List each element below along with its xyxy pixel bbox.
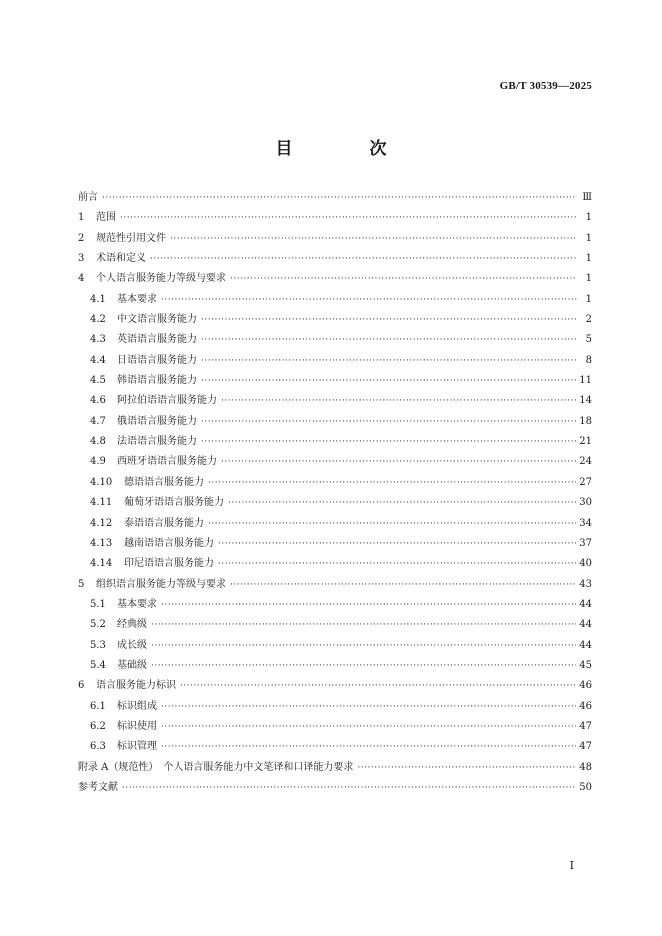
toc-entry[interactable] [78, 310, 592, 330]
toc-entry-number: 1 [78, 212, 85, 224]
toc-entry-title: 俄语语言服务能力 [117, 415, 197, 427]
toc-entry[interactable] [78, 269, 592, 289]
toc-entry-title: 日语语言服务能力 [117, 354, 197, 366]
toc-entry-page: Ⅲ [582, 192, 592, 203]
toc-entry-title: 附录 A（规范性） 个人语言服务能力中文笔译和口译能力要求 [78, 761, 354, 773]
toc-entry-title: 个人语言服务能力等级与要求 [96, 273, 226, 285]
toc-dot-leader [151, 615, 576, 635]
toc-entry-page: 43 [579, 578, 592, 590]
toc-entry-number: 4.4 [90, 354, 106, 366]
toc-dot-leader [230, 575, 576, 595]
toc-entry-number: 6 [78, 680, 85, 692]
toc-entry-title: 基本要求 [117, 598, 157, 610]
toc-entry-page: 8 [585, 354, 592, 366]
toc-entry[interactable] [78, 452, 592, 472]
toc-dot-leader [218, 554, 576, 574]
toc-entry-page: 24 [579, 456, 592, 468]
toc-dot-leader [201, 432, 576, 452]
toc-entry-page: 14 [579, 395, 592, 407]
toc-dot-leader [201, 351, 577, 371]
toc-entry-title: 标识管理 [117, 741, 157, 753]
toc-entry-page: 45 [579, 659, 592, 671]
toc-dot-leader [151, 636, 576, 656]
toc-entry[interactable] [78, 575, 592, 595]
toc-entry-page: 1 [585, 273, 592, 285]
toc-entry-title: 阿拉伯语语言服务能力 [117, 395, 217, 407]
toc-entry-number: 6.1 [90, 700, 106, 712]
toc-entry-number: 6.2 [90, 720, 106, 732]
toc-entry[interactable] [78, 615, 592, 635]
toc-entry-number: 4.9 [90, 456, 106, 468]
toc-entry-page: 46 [579, 700, 592, 712]
toc-entry-title: 标识使用 [117, 720, 157, 732]
toc-entry-title: 前言 [78, 192, 98, 203]
toc-entry[interactable] [78, 737, 592, 757]
toc-dot-leader [221, 391, 576, 411]
toc-entry-title: 参考文献 [78, 781, 118, 793]
toc-dot-leader [150, 249, 577, 269]
toc-entry[interactable] [78, 412, 592, 432]
toc-entry[interactable] [78, 778, 592, 798]
toc-entry[interactable] [78, 229, 592, 249]
toc-entry-title: 组织语言服务能力等级与要求 [96, 578, 226, 590]
toc-entry-page: 18 [579, 415, 592, 427]
toc-entry[interactable] [78, 330, 592, 350]
toc-entry-number: 4.5 [90, 375, 106, 387]
toc-entry-title: 法语语言服务能力 [117, 436, 197, 448]
toc-entry-title: 葡萄牙语语言服务能力 [124, 497, 224, 509]
toc-entry[interactable] [78, 656, 592, 676]
page-number: Ⅰ [569, 860, 574, 872]
toc-entry[interactable] [78, 554, 592, 574]
toc-entry-number: 4.8 [90, 436, 106, 448]
toc-entry-page: 47 [579, 720, 592, 732]
toc-dot-leader [221, 452, 576, 472]
toc-dot-leader [161, 697, 576, 717]
toc-entry[interactable] [78, 595, 592, 615]
toc-dot-leader [120, 208, 577, 228]
page-title: 目 次 [275, 139, 417, 159]
toc-entry[interactable] [78, 493, 592, 513]
toc-entry[interactable] [78, 188, 592, 208]
toc-entry-page: 5 [585, 334, 592, 346]
toc-dot-leader [228, 493, 576, 513]
toc-entry-number: 5 [78, 578, 85, 590]
toc-entry-page: 1 [585, 232, 592, 244]
toc-entry-title: 范围 [96, 212, 116, 224]
toc-dot-leader [201, 330, 577, 350]
toc-entry-title: 语言服务能力标识 [96, 680, 176, 692]
toc-entry-number: 4.12 [90, 517, 113, 529]
toc-entry-number: 4.13 [90, 537, 113, 549]
toc-entry-number: 4.7 [90, 415, 106, 427]
toc-entry-number: 5.4 [90, 659, 106, 671]
toc-entry-title: 印尼语语言服务能力 [124, 558, 214, 570]
toc-entry[interactable] [78, 351, 592, 371]
toc-entry-page: 2 [585, 314, 592, 326]
toc-entry-page: 1 [585, 253, 592, 265]
toc-entry-page: 1 [585, 293, 592, 305]
toc-entry-page: 44 [579, 639, 592, 651]
toc-entry-number: 4 [78, 273, 85, 285]
toc-entry[interactable] [78, 514, 592, 534]
toc-dot-leader [102, 188, 577, 208]
toc-entry-title: 泰语语言服务能力 [124, 517, 204, 529]
toc-dot-leader [208, 473, 576, 493]
toc-entry-page: 40 [579, 558, 592, 570]
toc-dot-leader [161, 717, 576, 737]
toc-entry[interactable] [78, 697, 592, 717]
toc-entry[interactable] [78, 676, 592, 696]
toc-entry[interactable] [78, 249, 592, 269]
toc-dot-leader [208, 514, 576, 534]
toc-entry[interactable] [78, 290, 592, 310]
toc-dot-leader [151, 656, 576, 676]
toc-entry-title: 英语语言服务能力 [117, 334, 197, 346]
toc-entry-title: 韩语语言服务能力 [117, 375, 197, 387]
toc-entry-page: 11 [579, 375, 592, 387]
toc-entry-title: 西班牙语语言服务能力 [117, 456, 217, 468]
toc-entry-number: 4.6 [90, 395, 106, 407]
toc-dot-leader [161, 290, 577, 310]
toc-entry[interactable] [78, 534, 592, 554]
toc-entry-page: 1 [585, 212, 592, 224]
toc-dot-leader [161, 595, 576, 615]
toc-entry-title: 基础级 [117, 659, 147, 671]
toc-entry-number: 4.10 [90, 476, 113, 488]
toc-entry-title: 经典级 [117, 619, 147, 631]
toc-entry-title: 基本要求 [117, 293, 157, 305]
toc-entry-number: 4.1 [90, 293, 106, 305]
toc-entry-number: 5.2 [90, 619, 106, 631]
toc-dot-leader [180, 676, 576, 696]
toc-entry-page: 44 [579, 619, 592, 631]
toc-dot-leader [170, 229, 577, 249]
toc-dot-leader [357, 758, 576, 778]
toc-entry-page: 48 [579, 761, 592, 773]
toc-entry-page: 27 [579, 476, 592, 488]
toc-entry-page: 30 [579, 497, 592, 509]
toc-dot-leader [218, 534, 576, 554]
table-of-contents [78, 188, 592, 798]
toc-entry-title: 德语语言服务能力 [124, 476, 204, 488]
toc-entry[interactable] [78, 636, 592, 656]
toc-dot-leader [230, 269, 577, 289]
toc-dot-leader [201, 371, 576, 391]
toc-entry[interactable] [78, 391, 592, 411]
toc-entry[interactable] [78, 717, 592, 737]
toc-dot-leader [122, 778, 576, 798]
toc-entry[interactable] [78, 432, 592, 452]
toc-entry-number: 4.2 [90, 314, 106, 326]
standard-code: GB/T 30539—2025 [499, 80, 592, 92]
toc-entry[interactable] [78, 758, 592, 778]
toc-entry-page: 37 [579, 537, 592, 549]
toc-entry-title: 标识组成 [117, 700, 157, 712]
toc-entry-title: 中文语言服务能力 [117, 314, 197, 326]
toc-entry-title: 规范性引用文件 [96, 232, 166, 244]
toc-entry-page: 46 [579, 680, 592, 692]
toc-entry-title: 术语和定义 [96, 253, 146, 265]
toc-entry-title: 越南语语言服务能力 [124, 537, 214, 549]
toc-entry[interactable] [78, 473, 592, 493]
toc-dot-leader [201, 412, 576, 432]
toc-entry[interactable] [78, 371, 592, 391]
toc-entry-page: 21 [579, 436, 592, 448]
toc-entry-number: 4.3 [90, 334, 106, 346]
toc-entry-page: 50 [579, 781, 592, 793]
toc-entry-number: 4.14 [90, 558, 113, 570]
toc-entry-number: 5.3 [90, 639, 106, 651]
toc-entry[interactable] [78, 208, 592, 228]
toc-entry-number: 2 [78, 232, 85, 244]
toc-entry-page: 44 [579, 598, 592, 610]
toc-entry-page: 47 [579, 741, 592, 753]
toc-entry-number: 5.1 [90, 598, 106, 610]
toc-entry-title: 成长级 [117, 639, 147, 651]
toc-entry-number: 4.11 [90, 497, 113, 509]
toc-dot-leader [161, 737, 576, 757]
toc-entry-number: 3 [78, 253, 85, 265]
toc-dot-leader [201, 310, 577, 330]
toc-entry-page: 34 [579, 517, 592, 529]
toc-entry-number: 6.3 [90, 741, 106, 753]
